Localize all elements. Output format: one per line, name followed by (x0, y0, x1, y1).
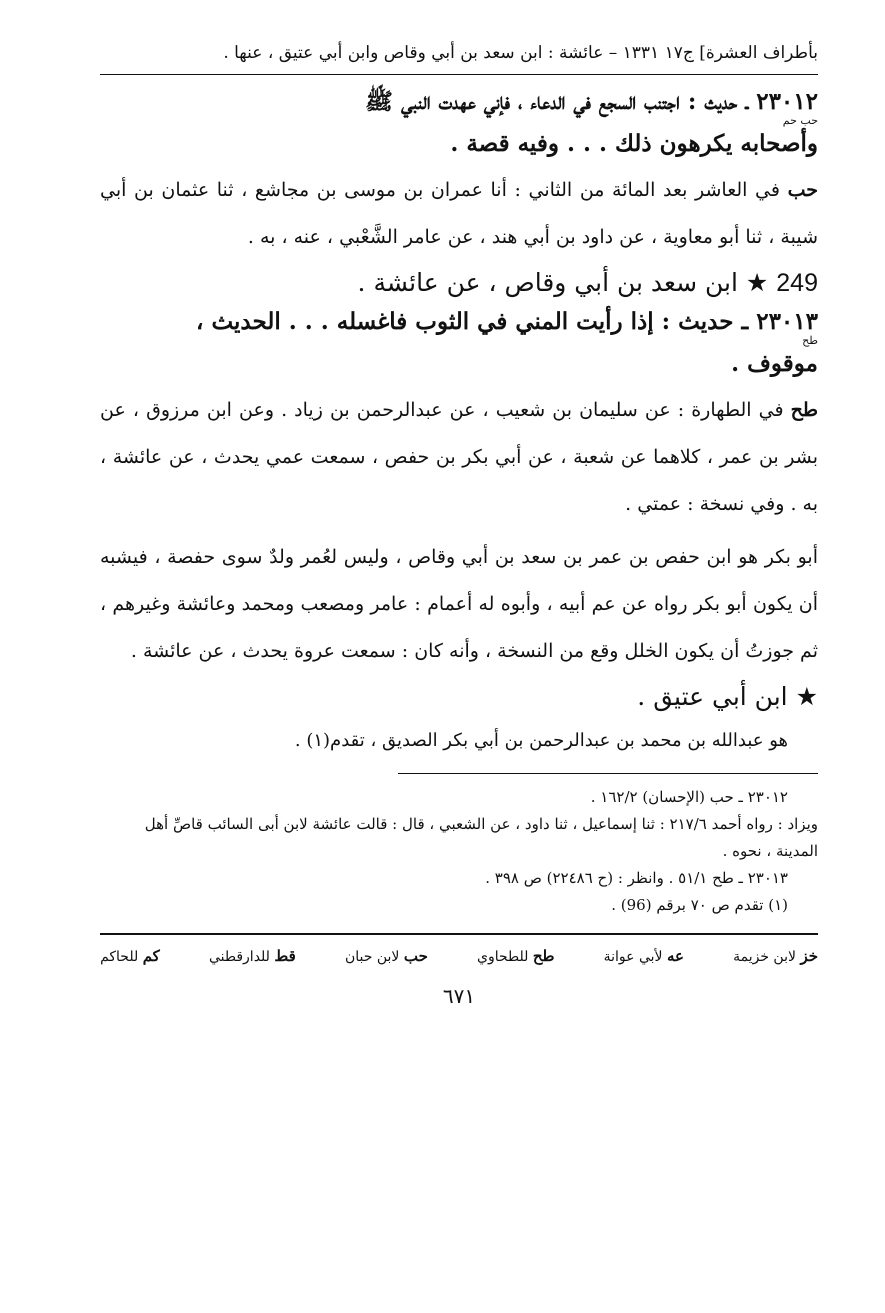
source-paragraph (100, 167, 818, 261)
chapter-heading-249 (100, 261, 818, 305)
star-icon: ★ (745, 268, 769, 297)
source-text: في العاشر بعد المائة من الثاني : أنا عمران بن موسى بن مجاشع ، ثنا عثمان بن أبي شيبة ، ثنا أبو معاوية ، عن داود بن أبي هند ، عن عامر الشَّعْبي ، عنه ، به . (100, 179, 818, 248)
chapter-title: ابن أبي عتيق . (637, 682, 788, 711)
hadith-heading-text: ٢٣٠١٢ ـ حديث : اجتنب السجع في الدعاء ، فإني عهدت النبي ﷺ (365, 88, 818, 115)
sigla-item: طح للطحاوي (477, 947, 555, 965)
hadith-heading-cont: وأصحابه يكرهون ذلك . . . وفيه قصة . (450, 130, 818, 157)
footnote-1: ٢٣٠١٢ ـ حب (الإحسان) ١٦٢/٢ . (590, 788, 788, 806)
hadith-heading: ٢٣٠١٣ ـ حديث : إذا رأيت المني في الثوب فاغسله . . . الحديث ، (196, 308, 818, 335)
chapter-heading-ibn-abi-atiq (100, 675, 818, 719)
hadith-heading (100, 85, 818, 119)
source-text: في الطهارة : عن سليمان بن شعيب ، عن عبدالرحمن بن زياد . وعن ابن مرزوق ، عن بشر بن عمر ، كلاهما عن شعبة ، عن أبي بكر بن حفص ، سمعت عمي يحدث ، عن عائشة ، به . وفي نسخة : عمتي . (100, 399, 818, 515)
source-paragraph (100, 387, 818, 528)
sigla-item: خز لابن خزيمة (733, 947, 818, 965)
source-abbr: طح (790, 399, 818, 421)
footnotes (100, 784, 818, 919)
chapter-note: هو عبدالله بن محمد بن عبدالرحمن بن أبي بكر الصديق ، تقدم(١) . (294, 730, 788, 751)
star-icon: ★ (795, 682, 818, 711)
hadith-23012 (100, 85, 818, 261)
page-number: ٦٧١ (442, 984, 476, 1008)
footnote-3: ٢٣٠١٣ ـ طح ٥١/١ . وانظر : (ح ٢٢٤٨٦) ص ٣٩٨ . (485, 869, 788, 887)
chapter-number: 249 (776, 269, 818, 297)
footnote-2: ويزاد : رواه أحمد ٢١٧/٦ : ثنا إسماعيل ، ثنا داود ، عن الشعبي ، قال : قالت عائشة لابن أبى السائب قاصِّ أهل المدينة ، نحوه . (144, 815, 818, 860)
sigla-item: كم للحاكم (100, 947, 160, 965)
hadith-23013 (100, 305, 818, 675)
source-abbr: حب (787, 179, 818, 201)
commentary-paragraph: أبو بكر هو ابن حفص بن عمر بن سعد بن أبي وقاص ، وليس لعُمر ولدٌ سوى حفصة ، فيشبه أن يكون أبو بكر رواه عن عم أبيه ، وأبوه له أعمام : عامر ومصعب ومحمد وعائشة وغيرهم ، ثم جوزتُ أن يكون الخلل وقع من النسخة ، وأنه كان : سمعت عروة يحدث ، عن عائشة . (100, 546, 818, 662)
chapter-title: ابن سعد بن أبي وقاص ، عن عائشة . (357, 268, 738, 297)
sigla-item: قط للدارقطني (208, 947, 296, 965)
book-page (100, 38, 818, 1298)
footnote-divider (398, 773, 818, 774)
source-sigla: حب حم (782, 114, 818, 127)
footnote-4: (١) تقدم ص ٧٠ برقم (96) . (611, 896, 788, 914)
hadith-heading-cont: موقوف . (731, 350, 818, 377)
source-sigla: طح (802, 334, 818, 347)
sigla-legend (100, 933, 818, 970)
sigla-item: عه لأبي عوانة (603, 947, 684, 965)
sigla-item: حب لابن حبان (344, 947, 428, 965)
running-head: بأطراف العشرة] ج١٧ ١٣٣١ – عائشة : ابن سعد بن أبي وقاص وابن أبي عتيق ، عنها . (100, 38, 818, 75)
